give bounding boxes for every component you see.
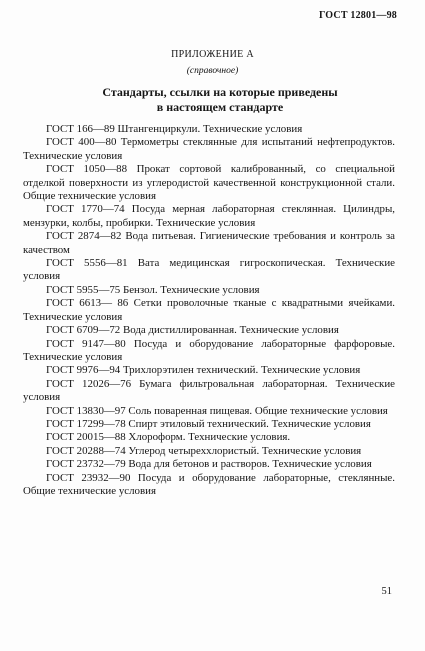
document-code: ГОСТ 12801—98	[318, 10, 397, 21]
standard-entry-gost-17299: ГОСТ 17299—78 Спирт этиловый технический. Технические условия	[46, 417, 371, 430]
standard-entry-gost-1050: ГОСТ 1050—88 Прокат сортовой калиброванный, со специальной отделкой поверхности из углеродистой качественной конструкционной стали. Общие технические условия	[23, 163, 395, 203]
standard-entry-gost-20288: ГОСТ 20288—74 Углерод четыреххлористый. Технические условия	[46, 444, 362, 457]
standard-entry-gost-9147: ГОСТ 9147—80 Посуда и оборудование лабораторные фарфоровые. Технические условия	[23, 337, 395, 363]
standard-entry-gost-2874: ГОСТ 2874—82 Вода питьевая. Гигиенические требования и контроль за качеством	[23, 230, 395, 256]
standard-entry-gost-12026: ГОСТ 12026—76 Бумага фильтровальная лабораторная. Технические условия	[23, 377, 395, 404]
standard-entry-gost-23732: ГОСТ 23732—79 Вода для бетонов и растворов. Технические условия	[46, 458, 372, 471]
standard-entry-gost-6709: ГОСТ 6709—72 Вода дистиллированная. Технические условия	[46, 324, 339, 337]
section-title-line-1: Стандарты, ссылки на которые приведены	[102, 85, 338, 99]
page-number: 51	[381, 586, 392, 597]
standard-entry-gost-5556: ГОСТ 5556—81 Вата медицинская гигроскопическая. Технические условия	[23, 257, 395, 283]
standard-entry-gost-5955: ГОСТ 5955—75 Бензол. Технические условия	[46, 283, 260, 296]
standard-entry-gost-20015: ГОСТ 20015—88 Хлороформ. Технические условия.	[46, 431, 291, 444]
standard-entry-gost-1770: ГОСТ 1770—74 Посуда мерная лабораторная стеклянная. Цилиндры, мензурки, колбы, пробирки. Технические условия	[23, 203, 395, 229]
standard-entry-gost-13830: ГОСТ 13830—97 Соль поваренная пищевая. Общие технические условия	[46, 404, 388, 417]
appendix-title: ПРИЛОЖЕНИЕ А	[171, 49, 254, 60]
standard-entry-gost-23932: ГОСТ 23932—90 Посуда и оборудование лабораторные, стеклянные. Общие технические условия	[23, 471, 395, 497]
section-title	[60, 85, 380, 115]
standard-entry-gost-9976: ГОСТ 9976—94 Трихлорэтилен технический. Технические условия	[46, 364, 361, 377]
section-title-line-2: в настоящем стандарте	[156, 100, 284, 114]
standards-list	[23, 123, 395, 498]
standard-entry-gost-400: ГОСТ 400—80 Термометры стеклянные для испытаний нефтепродуктов. Технические условия	[23, 136, 395, 162]
standard-entry-gost-6613: ГОСТ 6613— 86 Сетки проволочные тканые с квадратными ячейками. Технические условия	[23, 297, 395, 323]
appendix-note: (справочное)	[186, 66, 239, 76]
standard-entry-gost-166: ГОСТ 166—89 Штангенциркули. Технические условия	[46, 123, 303, 135]
